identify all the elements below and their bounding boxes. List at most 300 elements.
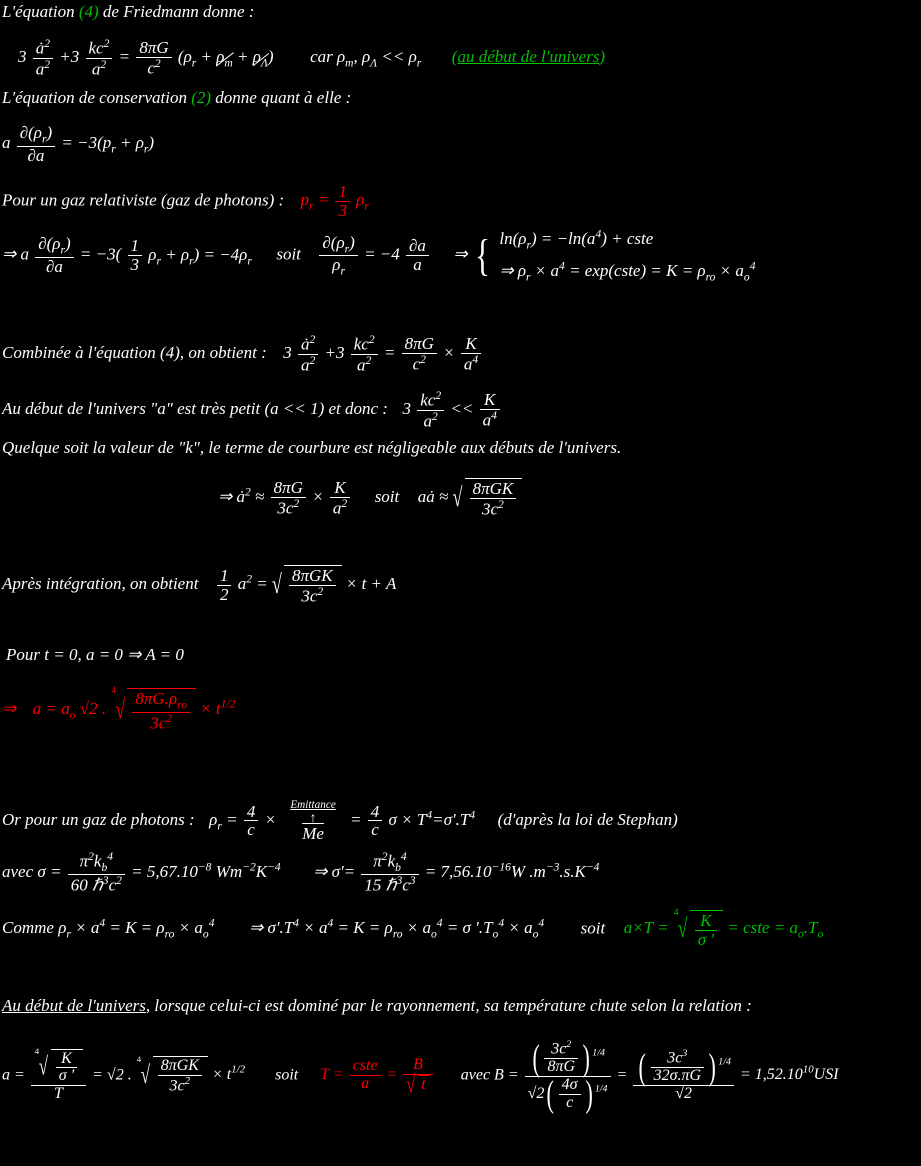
fraction-B-definition [525,1037,611,1115]
t: a [463,354,473,374]
equation-derivation-rho-r [2,224,755,287]
t: a [237,574,247,594]
fraction-1-3 [128,237,143,274]
fraction-K-a4 [480,391,500,429]
e: 4 [293,916,299,930]
times-sign: × [312,487,324,507]
e: 1/2 [220,697,236,711]
t: ∂(ρ [322,232,345,252]
t2: ) = −ln(a [530,229,596,248]
t2: c [402,875,410,895]
note-debut-univers [452,47,605,66]
denominator: ∂a [27,145,45,165]
s: r [111,142,116,156]
fraction-sigma [68,851,125,895]
t: a = a [32,698,70,718]
t4: × a [715,260,744,280]
text-line-temperature-chute [2,996,752,1016]
rhs [61,133,155,156]
fraction-1-3 [335,183,350,220]
t: = cste = a [727,918,798,938]
t3: ) = −4ρ [193,244,248,264]
radical-icon: √ [406,1069,416,1099]
text-fragment: Pour t = 0, a = 0 ⇒ A = 0 [6,645,184,664]
coefficient-3: 3 [283,342,292,362]
t2: ρ [356,190,365,210]
numerator: 8πGK [470,480,517,499]
e: 4 [107,850,114,863]
condition-rho [336,46,422,70]
s: r [191,56,197,70]
t-power [200,699,235,718]
t: ∂(ρ [19,123,42,142]
text-line-conservation-intro [2,88,351,108]
s: o [797,927,804,941]
exponent: 1/4 [592,1047,605,1059]
t2: c [108,875,117,895]
equation-conservation [2,124,154,164]
radical-icon: √ [38,1051,49,1081]
text-fragment: donne quant à elle : [211,88,352,107]
radicand [51,1049,83,1086]
s3: o [492,927,499,941]
s: r [217,819,222,833]
s2: Λ [370,56,378,70]
t: (ρ [177,46,192,66]
radicand [153,1056,208,1095]
s: r [308,199,314,213]
t3: = K = ρ [333,918,393,938]
t2: k [387,851,396,871]
t: 3c [667,1049,683,1067]
right-paren-icon: ) [582,1037,590,1079]
denominator: $a^2$ [423,409,438,431]
denominator [403,1069,432,1099]
fraction-K-a2 [330,479,350,517]
c: c [147,58,155,78]
denominator: $3c^2$ [301,584,324,606]
avec-B: avec B = [460,1066,519,1084]
numerator [31,1045,86,1087]
fraction-da-a [406,237,429,274]
fourth-root-K-sigma [673,910,723,949]
fraction-adot2-a2 [298,334,318,374]
underlined-phrase: Au début de l'univers [2,996,146,1015]
t2: × a [70,918,100,938]
equation-combinee [2,334,483,374]
implies-arrow: ⇒ [2,244,17,264]
t: a [332,498,342,518]
t: ȧ [236,487,245,507]
sigma-T4 [389,810,476,829]
numerator [525,1037,611,1079]
text-fragment: Au début de l'univers "a" est très petit (a << 1) et donc : [2,398,388,418]
plus: + [232,46,253,66]
equation-courbure-negligeable [2,390,502,430]
s4: o [532,927,539,941]
up-arrow-icon: ↑ [309,810,317,826]
t2: k [93,851,102,871]
numerator: 1 [128,237,143,256]
denominator: $a^2$ [35,57,51,79]
denominator: $\rho_r$ [332,255,345,278]
fraction-K-sigma-prime [695,912,717,949]
t: p [300,190,309,210]
radical-icon: √ [271,569,282,600]
text-line-equation4-intro [2,2,254,22]
variable-a: a [20,244,29,264]
fraction-kc2-a2 [351,334,378,374]
e2: −2 [242,860,256,874]
numerator: K [461,335,481,354]
t: σ × T [388,809,427,829]
denominator: $3c^2$ [482,497,504,519]
t2: =σ'.T [432,809,470,829]
numerator: K [480,391,500,410]
t5: = σ '.T [442,918,493,938]
fraction-4-c [244,803,259,840]
radicand [127,688,196,732]
fraction-kc2-a2 [86,38,113,78]
numerator: $kc^2$ [351,334,378,355]
s: m [224,56,233,70]
numerator [633,1046,734,1088]
t2: + ρ [160,244,190,264]
equation-ln-rho: $\ln(\rho_r) = -\ln(a^4)$ + cste [499,227,654,252]
denominator: $a^2$ [357,353,372,375]
equation-rho-a4: ⇒ $\rho_r \times a^4$ = exp(cste) = $K = \rho_{ro} \times a_o^4$ [499,258,756,284]
denominator: $a^2$ [300,353,316,375]
implies-arrow-2: ⇒ [453,244,468,264]
text-fragment: de Friedmann donne : [98,2,255,21]
denominator: σ ' [58,1067,75,1085]
equals-sign: = [256,574,268,594]
paren-group [636,1046,731,1088]
t: 15 ℏ [364,875,397,895]
system-equations [499,224,755,287]
s: ro [392,927,403,941]
text-fragment: Après intégration, on obtient [2,574,199,594]
denominator: 60 $\hbar^3c^2$ [70,874,122,895]
s: ro [177,698,187,712]
rho-r [209,809,222,833]
t: 3c [150,713,167,733]
symbol-Me: $\overline{Me}$ [302,823,324,843]
t2: + ρ [115,133,144,153]
soit-word: soit [276,244,301,264]
note-stephan: (d'après la loi de Stephan) [497,809,678,829]
square-root-8piGK-3c2 [453,478,523,518]
radical-icon: √ [115,693,126,724]
a-ao [32,698,76,722]
text-line-condition-initiale [6,645,184,665]
struck-rho-lambda [253,47,268,69]
T-equals: T = [320,1066,344,1084]
t: ρ [332,255,341,275]
emittance-label: Emittance [290,799,336,811]
s: r [41,132,47,146]
denominator: T [54,1085,63,1103]
e: 3 [682,1047,688,1059]
denominator: 3 [130,255,140,275]
denominator [525,1073,611,1115]
fourth-root-8piGrho-3c2 [110,688,196,732]
equals-sign: = [226,809,238,829]
t2: Wm [215,861,243,881]
t: ∂(ρ [38,234,61,254]
numerator: 4 [368,803,383,822]
equals-sign-3: = [616,1066,628,1084]
numerator: 1 [335,183,350,202]
soit-word: soit [374,487,400,507]
t3: K [255,861,268,881]
e2: −3 [545,860,560,874]
text-fragment: Quelque soit la valeur de "k", le terme de courbure est négligeable aux débuts de l'univers. [2,438,622,457]
t: 3c [482,499,499,519]
e: 2 [566,1039,572,1050]
much-less-than: << [450,398,474,418]
radicand [284,565,342,605]
numerator: $ȧ^2$ [298,334,318,355]
fraction-3c3-32sigmapiG [651,1049,704,1085]
paren-group [544,1073,608,1115]
s2: r [143,142,149,156]
s2: r [364,199,369,213]
t: ρ [336,46,346,66]
denominator: $c^2$ [147,56,161,78]
e: −16 [491,860,511,874]
t: ⇒ σ'.T [248,918,294,938]
root-index: 4 [34,1045,40,1056]
text-line-courbure-commentaire [2,438,621,458]
t4: × a [174,918,203,938]
times-sign: × [264,809,277,829]
equation-rho-photon-stephan [2,800,678,842]
p1: ( [451,46,458,66]
t: = 7,56.10 [424,861,492,881]
denominator: 3 [338,200,347,220]
fraction-K-a4 [461,335,481,373]
numerator: $ȧ^2$ [33,38,53,59]
t: ρ [216,46,225,66]
fraction-B-simplified [633,1046,734,1103]
t: 3c [301,586,318,606]
equals-sign-2: = [350,809,362,829]
plus-3: +3 [324,342,345,362]
t: ρ [148,244,157,264]
rho-terms: $\rho_r + \rho_r) = -4\rho_r$ [148,244,252,267]
t6: × a [504,918,533,938]
tail: × t + A [345,574,397,594]
equation-a-de-t [2,688,235,732]
radicand: t [418,1075,429,1094]
right-paren-icon: ) [585,1073,593,1115]
numerator: $kc^2$ [417,390,444,411]
avec-sigma: avec σ = [2,861,62,881]
numerator: cste [350,1058,381,1076]
t: 3c [277,498,294,518]
e: −8 [197,860,212,874]
right-paren-icon: ) [708,1046,716,1088]
e2: 4 [469,808,476,822]
root-index: 4 [673,908,679,918]
comme-rho [2,916,215,941]
t2: USI [813,1066,839,1084]
fraction-adot2-a2 [33,38,53,78]
equation-reference-4: (4) [78,2,99,21]
e2: 4 [208,916,215,930]
sqrt-2: √2 . [106,1066,132,1084]
exponent: 1/4 [594,1083,608,1095]
open-paren-rho-r [177,46,197,70]
t: ⇒ ρ [499,260,527,280]
t: π [373,851,382,871]
t: = 1,52.10 [739,1066,803,1084]
t: π [79,851,89,871]
brace-icon: { [475,230,490,280]
numerator: $\pi^2k_b^4$ [361,851,418,875]
fraction-drho-rho [319,234,357,278]
denominator: $c^2$ [412,352,426,374]
equation-constante-stephan [2,851,599,895]
fourth-root-K-sigma [34,1045,83,1086]
s: o [69,708,76,722]
fraction-B-sqrt-t [403,1056,432,1099]
left-paren-icon: ( [638,1046,647,1088]
numerator: 4σ [559,1077,581,1095]
text-fragment: Pour un gaz relativiste (gaz de photons) : [2,190,285,210]
root-index: 4 [136,1054,142,1065]
equals-sign-2: = [386,1066,398,1084]
t3: << ρ [377,46,417,66]
text-fragment: , lorsque celui-ci est dominé par le rayonnement, sa température chute selon la relation : [145,996,752,1015]
fraction-4-c-b [368,803,383,840]
e: 10 [802,1064,814,1077]
square-root-t [406,1069,429,1099]
t: × t [200,698,221,718]
t: 3c [169,1077,185,1095]
denominator: 32σ.πG [653,1067,702,1085]
a-squared: $a^2$ [237,572,252,594]
equals-sign: = [383,342,396,362]
equation-adot2-approx [218,478,522,518]
denominator: σ ' [697,929,715,949]
denominator: $3c^2$ [150,711,173,733]
e3: −4 [585,860,600,874]
text-fragment: L'équation de conservation [2,88,192,107]
numerator: $\partial(\rho_r)$ [35,235,73,258]
fraction-8piGK-3c2 [289,567,336,605]
fraction-8piG-c2 [136,39,171,77]
B-value [740,1066,839,1083]
equation-finale-temperature [2,1037,839,1115]
coefficient-3: 3 [402,398,411,418]
close-paren: ) [267,46,274,66]
numerator: $\partial(\rho_r)$ [319,234,357,257]
t: 60 ℏ [70,875,103,895]
fraction-8piG-3c2 [271,479,306,517]
equals-sign: = [118,46,131,66]
t3: ) + cste [601,229,654,248]
denominator: $a^2$ [91,57,107,79]
sqrt-2: √2 [527,1084,545,1102]
plus-3: +3 [59,46,80,66]
left-paren-icon: ( [546,1073,555,1115]
radicand [465,478,523,518]
numerator: 8πG [402,335,437,354]
p2: au début de l'univers [457,46,600,66]
plus: + [196,46,217,66]
s3: r [416,56,422,70]
a-adot: aȧ ≈ [417,487,449,507]
root-index: 4 [111,686,117,696]
p3: ) [599,46,606,66]
text-line-gaz-relativiste [2,183,369,220]
e3: −4 [267,860,281,874]
denominator: c [247,820,255,840]
t2: W .m [510,861,546,881]
t2: , ρ [353,46,371,66]
eq: = [317,190,330,210]
s: m [345,56,354,70]
denominator: c [566,1093,574,1111]
numerator [544,1040,578,1059]
denominator: $a^4$ [463,352,479,374]
s3: o [202,927,209,941]
equation-integration [2,565,396,605]
denominator: 8πG [547,1058,576,1076]
paren-group [530,1037,605,1079]
soit-word: soit [275,1066,299,1084]
numerator [17,124,55,147]
fraction-sigma-prime [361,851,418,895]
implies-arrow: ⇒ [218,487,233,507]
denominator: $a^2$ [332,496,348,518]
denominator: 2 [219,584,229,604]
fraction-drho-da [17,124,55,164]
numerator: 4 [244,803,259,822]
fraction-drho-da [35,235,73,275]
t4: × a [402,918,432,938]
equation-aT-constante [2,910,823,949]
implies-sigma-prime: ⇒ σ'= [313,861,356,881]
eq2: = −4 [364,244,400,264]
t: ρ [209,809,218,829]
s: r [66,927,71,941]
fraction-4sigma-c [559,1077,581,1112]
fraction-cste-a [350,1058,381,1093]
fraction-8piGK-3c2 [470,480,517,518]
e2: 4 [327,916,334,930]
fraction-K-sigma-prime [56,1051,77,1086]
numerator [651,1049,704,1068]
left-paren-icon: ( [532,1037,540,1079]
fraction-8piG-c2 [402,335,437,373]
t: 8πG.ρ [135,689,178,708]
e: 4 [99,916,106,930]
t2: × a [530,260,560,280]
numerator: 8πG [271,479,306,498]
implies-arrow: ⇒ [2,698,17,718]
denominator: c [371,820,379,840]
t-power [212,1066,245,1083]
sigma-value [131,862,281,881]
square-root-8piGK-3c2 [272,565,342,605]
tail [727,918,824,941]
emittance-annotation [290,800,335,842]
equation-friedmann [18,38,605,78]
equals-sign: = [92,1066,103,1084]
